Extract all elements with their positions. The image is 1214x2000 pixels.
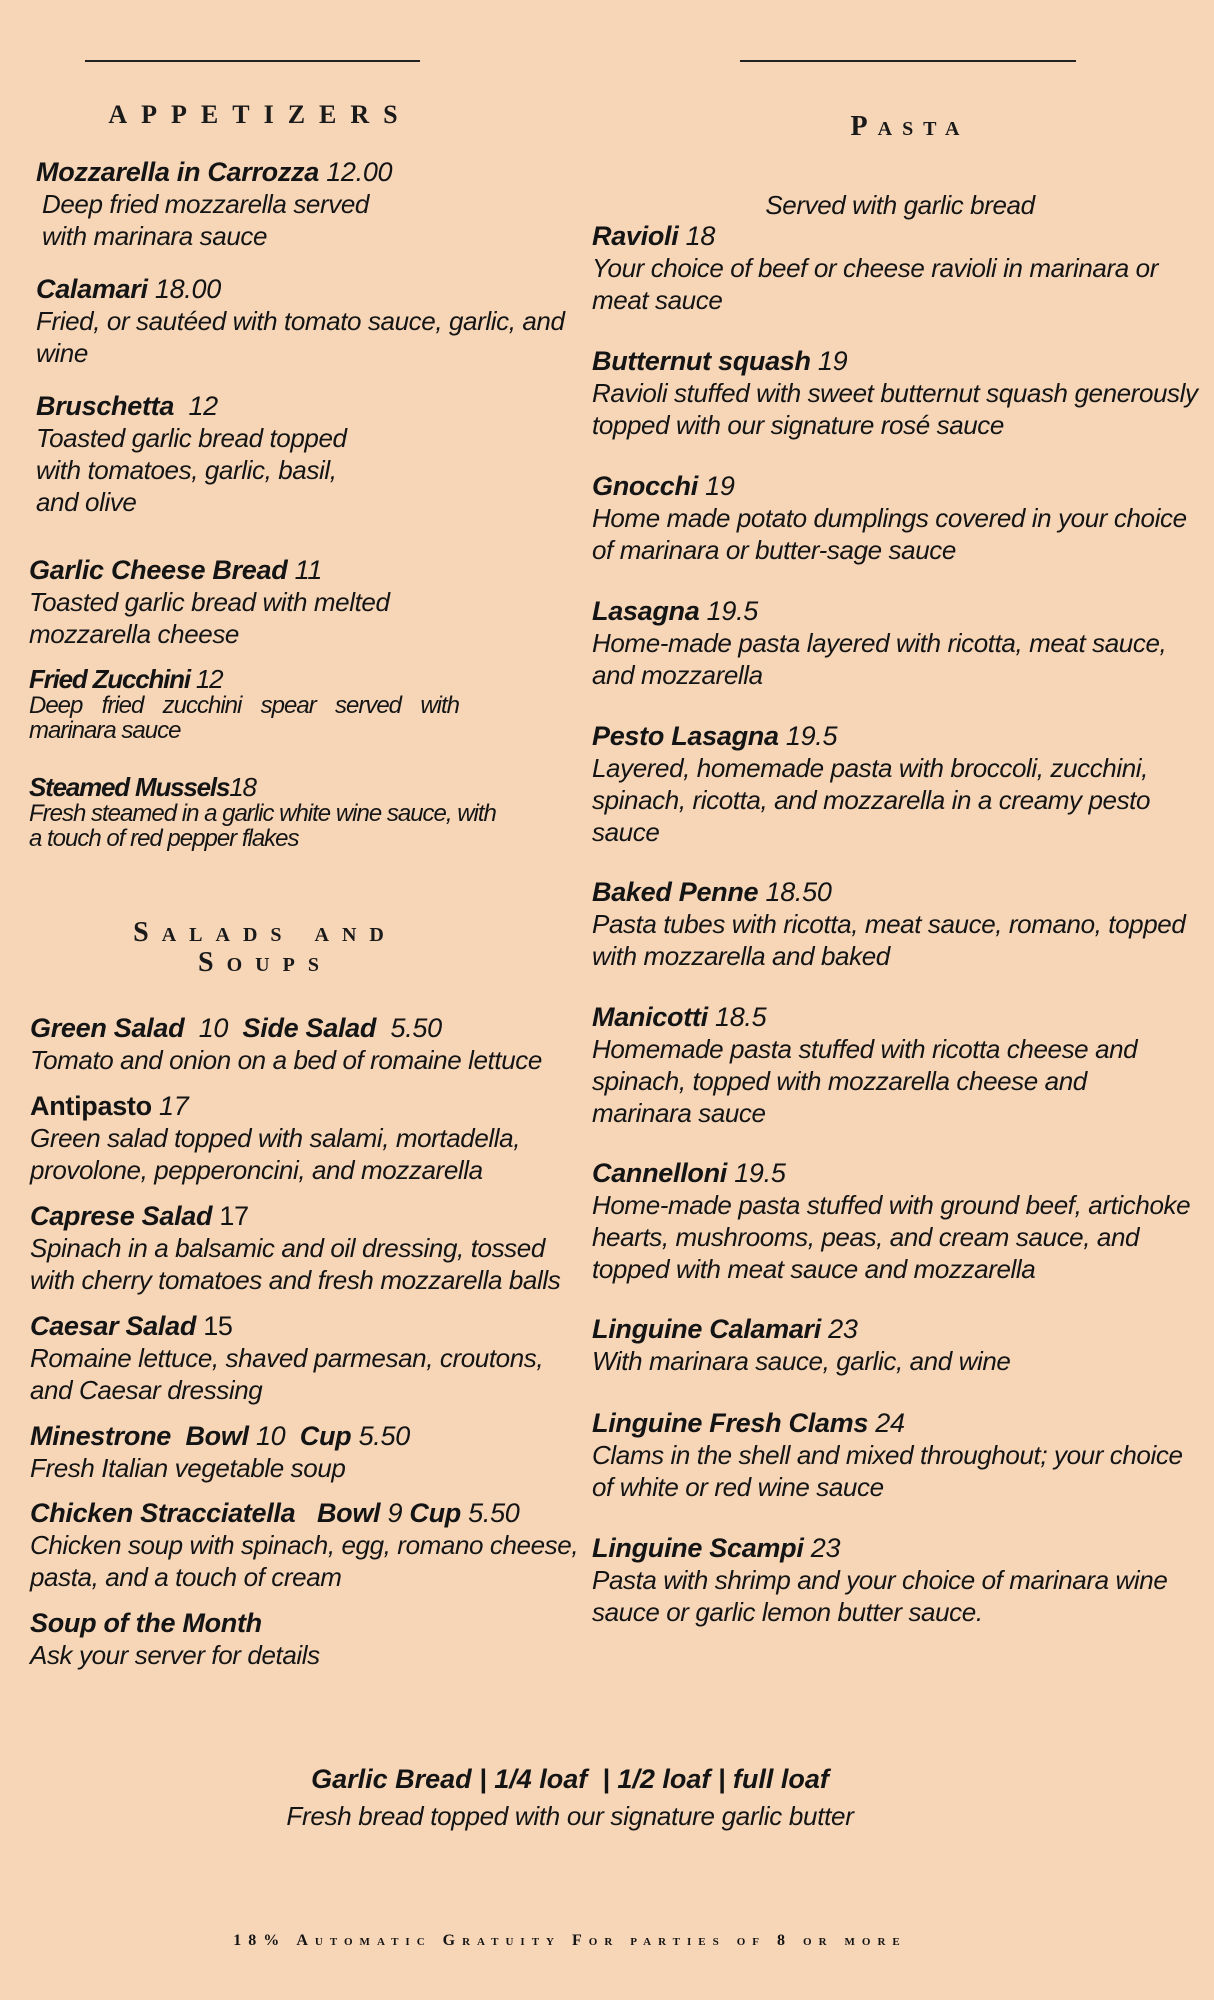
item-price: 18.00 <box>154 274 221 304</box>
menu-item <box>29 773 529 851</box>
menu-item <box>29 665 469 743</box>
menu-item <box>30 1090 590 1186</box>
item-description: Homemade pasta stuffed with ricotta cheese and spinach, topped with mozzarella cheese and marinara sauce <box>592 1034 1138 1128</box>
item-description: Chicken soup with spinach, egg, romano cheese, pasta, and a touch of cream <box>30 1530 579 1592</box>
appetizers-heading: APPETIZERS <box>108 100 412 129</box>
item-price: 15 <box>203 1311 233 1341</box>
item-size-label: Bowl <box>185 1421 249 1451</box>
item-price: 10 <box>198 1013 229 1043</box>
item-price: 19.5 <box>706 596 759 626</box>
item-name: Green Salad <box>30 1013 185 1043</box>
item-price: 18 <box>229 772 256 802</box>
item-description: Home made potato dumplings covered in your choice of marinara or butter-sage sauce <box>592 503 1187 565</box>
item-name: Calamari <box>36 274 148 304</box>
item-price: 17 <box>159 1091 189 1121</box>
item-name: Chicken Stracciatella <box>30 1498 296 1528</box>
item-size-label: Bowl <box>316 1498 381 1528</box>
item-price: 19.5 <box>785 721 838 751</box>
item-price: 24 <box>875 1408 905 1438</box>
item-price: 23 <box>828 1314 858 1344</box>
menu-item <box>36 273 596 369</box>
item-price: 18.50 <box>765 877 832 907</box>
item-name: Caesar Salad <box>30 1311 197 1341</box>
item-name: Baked Penne <box>592 877 759 907</box>
item-description: Green salad topped with salami, mortadella, provolone, pepperoncini, and mozzarella <box>30 1123 521 1185</box>
menu-item <box>30 1310 590 1406</box>
menu-item <box>592 220 1202 316</box>
item-name: Garlic Cheese Bread <box>29 555 288 585</box>
item-name: Lasagna <box>592 596 700 626</box>
menu-item <box>30 1497 590 1593</box>
item-price: 19 <box>705 471 735 501</box>
item-description: Home-made pasta layered with ricotta, meat sauce, and mozzarella <box>592 628 1167 690</box>
item-name: Linguine Fresh Clams <box>592 1408 869 1438</box>
item-name: Fried Zucchini <box>29 664 190 694</box>
item-description: Fresh steamed in a garlic white wine sauce, with a touch of red pepper flakes <box>29 800 496 852</box>
item-price: 23 <box>810 1533 841 1563</box>
item-description: Your choice of beef or cheese ravioli in marinara or meat sauce <box>592 253 1158 315</box>
garlic-bread-description: Fresh bread topped with our signature garlic butter <box>286 1801 854 1831</box>
item-price: 5.50 <box>390 1013 442 1043</box>
menu-item <box>592 1001 1202 1129</box>
item-name: Butternut squash <box>592 346 811 376</box>
item-size-label: Cup <box>299 1421 352 1451</box>
item-price: 9 <box>387 1498 403 1528</box>
menu-item <box>592 595 1202 691</box>
item-description: Fresh Italian vegetable soup <box>30 1453 346 1483</box>
item-price: 18.5 <box>715 1002 767 1032</box>
item-name: Side Salad <box>242 1013 377 1043</box>
item-price: 12 <box>188 391 218 421</box>
item-name: Ravioli <box>592 221 679 251</box>
menu-item <box>30 1200 590 1296</box>
item-description: Deep fried mozzarella served with marinara sauce <box>42 189 369 251</box>
item-name: Caprese Salad <box>30 1201 213 1231</box>
menu-item <box>592 1532 1202 1628</box>
item-price: 19.5 <box>734 1158 786 1188</box>
item-description: Tomato and onion on a bed of romaine lettuce <box>30 1045 542 1075</box>
item-description: Pasta with shrimp and your choice of marinara wine sauce or garlic lemon butter sauce. <box>592 1565 1168 1627</box>
item-price: 10 <box>255 1421 286 1451</box>
item-description: Toasted garlic bread topped with tomatoes, garlic, basil, and olive <box>36 423 347 517</box>
item-name: Minestrone <box>30 1421 172 1451</box>
item-price: 17 <box>219 1201 249 1231</box>
item-price: 18 <box>685 221 716 251</box>
item-description: Layered, homemade pasta with broccoli, zucchini, spinach, ricotta, and mozzarella in a creamy pesto sauce <box>592 753 1151 847</box>
item-name: Soup of the Month <box>30 1608 262 1638</box>
menu-item <box>29 554 589 650</box>
gratuity-note: 18% Automatic Gratuity For parties of 8 or more <box>233 1932 907 1949</box>
item-size-label: Cup <box>409 1498 461 1528</box>
menu-item <box>36 390 596 518</box>
item-description: Ask your server for details <box>30 1640 320 1670</box>
item-name: Bruschetta <box>36 391 175 421</box>
menu-item <box>592 1407 1202 1503</box>
item-description: With marinara sauce, garlic, and wine <box>592 1346 1011 1376</box>
item-price: 12 <box>195 664 223 694</box>
menu-item <box>592 345 1207 441</box>
item-name: Manicotti <box>592 1002 708 1032</box>
menu-item <box>30 1420 590 1484</box>
menu-item <box>592 1313 1202 1377</box>
item-name: Antipasto <box>30 1091 152 1121</box>
item-description: Ravioli stuffed with sweet butternut squash generously topped with our signature rosé sauce <box>592 378 1198 440</box>
item-description: Deep fried zucchini spear served with marinara sauce <box>29 692 459 744</box>
menu-item <box>592 470 1202 566</box>
menu-item <box>30 1012 590 1076</box>
item-description: Spinach in a balsamic and oil dressing, tossed with cherry tomatoes and fresh mozzarella balls <box>30 1233 561 1295</box>
item-name: Mozzarella in Carrozza <box>36 157 319 187</box>
item-name: Cannelloni <box>592 1158 728 1188</box>
left-divider <box>85 60 420 62</box>
item-description: Pasta tubes with ricotta, meat sauce, romano, topped with mozzarella and baked <box>592 909 1186 971</box>
item-price: 11 <box>294 555 323 585</box>
menu-item <box>592 720 1202 848</box>
menu-item <box>30 1607 590 1671</box>
menu-item <box>592 876 1202 972</box>
pasta-note: Served with garlic bread <box>765 190 1035 220</box>
item-price: 12.00 <box>326 157 393 187</box>
item-description: Clams in the shell and mixed throughout; your choice of white or red wine sauce <box>592 1440 1183 1502</box>
item-price: 5.50 <box>468 1498 520 1528</box>
item-name: Linguine Calamari <box>592 1314 821 1344</box>
item-description: Fried, or sautéed with tomato sauce, garlic, and wine <box>36 306 565 368</box>
garlic-bread-title: Garlic Bread | 1/4 loaf | 1/2 loaf | full loaf <box>311 1764 829 1794</box>
menu-item <box>36 156 596 252</box>
item-description: Toasted garlic bread with melted mozzarella cheese <box>29 587 390 649</box>
item-name: Pesto Lasagna <box>592 721 779 751</box>
item-name: Steamed Mussels <box>29 772 230 802</box>
item-price: 5.50 <box>358 1421 410 1451</box>
item-description: Romaine lettuce, shaved parmesan, croutons, and Caesar dressing <box>30 1343 544 1405</box>
salads-soups-heading: Salads and Soups <box>133 917 397 978</box>
item-name: Gnocchi <box>592 471 698 501</box>
pasta-heading: Pasta <box>850 111 970 142</box>
right-divider <box>740 60 1076 62</box>
item-description: Home-made pasta stuffed with ground beef, artichoke hearts, mushrooms, peas, and cream sauce, and topped with meat sauce and mozzarella <box>592 1190 1191 1284</box>
item-name: Linguine Scampi <box>592 1533 804 1563</box>
item-price: 19 <box>817 346 848 376</box>
menu-item <box>592 1157 1207 1285</box>
